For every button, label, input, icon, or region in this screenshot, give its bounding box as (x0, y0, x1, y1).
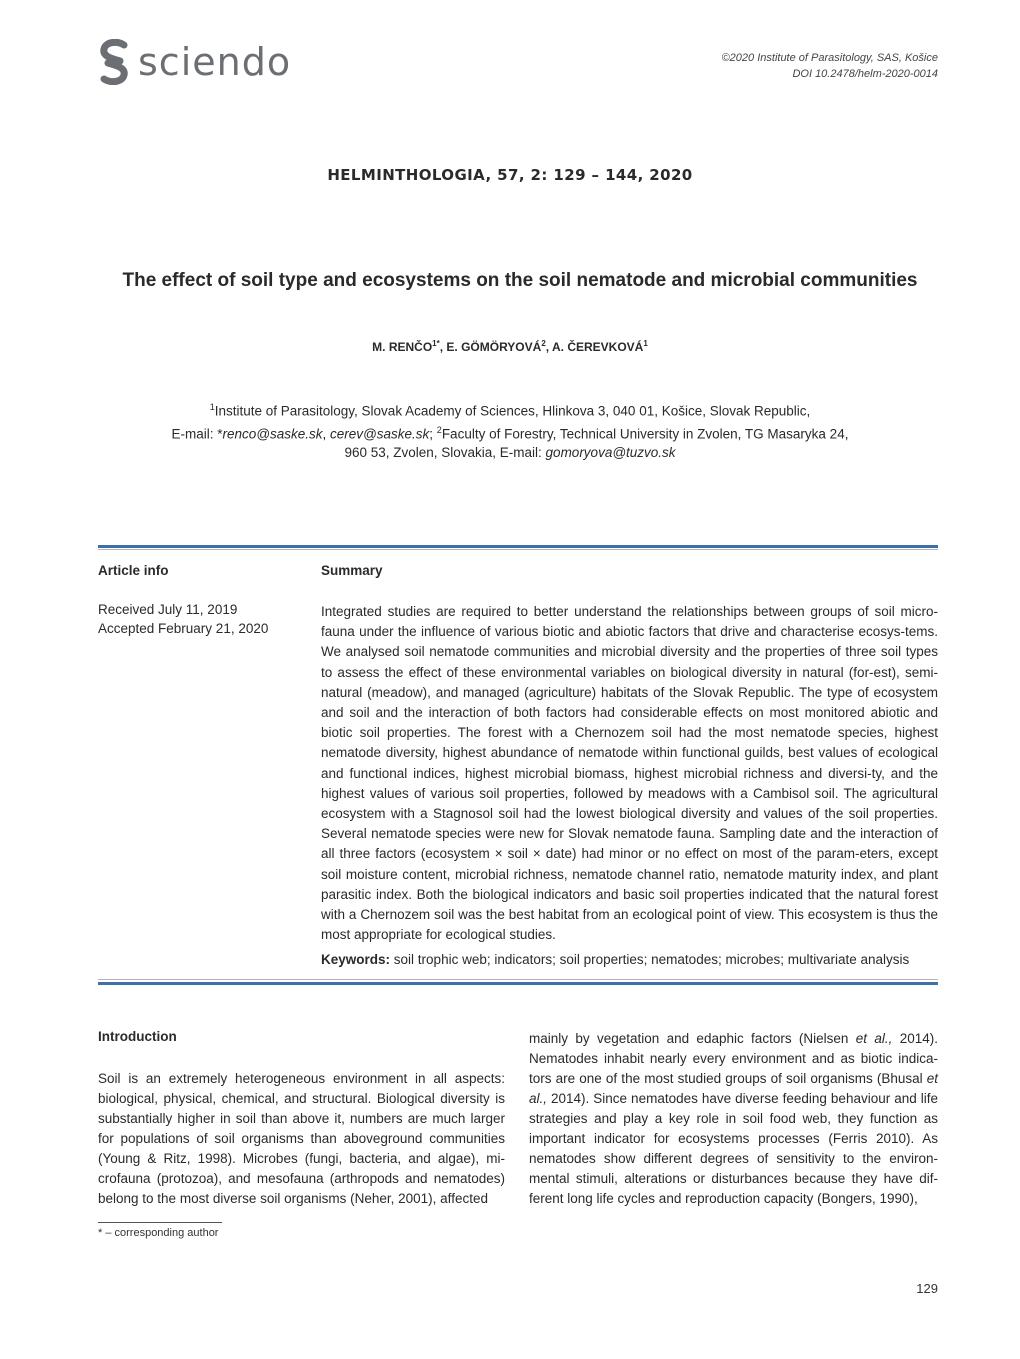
affiliation-marker: 2 (436, 424, 442, 435)
footnote: * – corresponding author (98, 1227, 219, 1239)
footnote-divider (98, 1222, 222, 1223)
author-list: M. $RENČO^{1*}$, E. GÖMÖRYOVÁ$^2$, A. ČEREVKOVÁ$^1$ (372, 339, 648, 354)
author-name: M. RENČO (372, 340, 433, 354)
affiliations (100, 398, 920, 462)
keywords-list: soil trophic web; indicators; soil properties; nematodes; microbes; multivariate analysis (393, 952, 910, 967)
email-label: E-mail: * (171, 426, 223, 441)
keywords-label: Keywords: (321, 952, 391, 967)
author-superscript: 1* (432, 339, 440, 348)
email-link[interactable]: gomoryova@tuzvo.sk (545, 445, 676, 460)
affiliation-2-cont: 960 53, Zvolen, Slovakia, E-mail: (344, 445, 546, 460)
affiliation-1: Institute of Parasitology, Slovak Academy of Sciences, Hlinkova 3, 040 01, Košice, Slovak Republic, (214, 403, 811, 419)
sciendo-mark-icon (98, 39, 130, 85)
section-heading-introduction: Introduction (98, 1029, 177, 1044)
author-name: E. GÖMÖRYOVÁ (446, 340, 542, 354)
divider-top-blue (98, 545, 938, 548)
intro-left-column: Soil is an extremely heterogeneous environment in all aspects: biological, physical, chemical, and structural. Biological diversity is substantially higher in soil than above it, numbers are much larger for populations of soil organisms than aboveground communities (Young & Ritz, 1998). Microbes (fungi, bacteria, and algae), mi-crofauna (protozoa), and mesofauna (arthropods and nematodes) belong to the most diverse soil organisms (Neher, 2001), affected (98, 1071, 505, 1206)
summary-label: Summary (321, 563, 383, 578)
intro-text: mainly by vegetation and edaphic factors (Nielsen (529, 1031, 856, 1046)
journal-citation: HELMINTHOLOGIA, 57, 2: 129 – 144, 2020 (327, 166, 693, 184)
page-number: 129 (916, 1281, 938, 1296)
citation-etal: et al., (529, 1071, 938, 1106)
logo-wordmark: sciendo (138, 40, 292, 84)
affiliation-2: Faculty of Forestry, Technical University in Zvolen, TG Masaryka 24, (441, 426, 849, 441)
author-name: A. ČEREVKOVÁ (552, 340, 644, 354)
email-link[interactable]: renco@saske.sk (222, 426, 323, 441)
email-separator: , (322, 426, 331, 441)
author-superscript: 2 (541, 339, 546, 348)
author-superscript: 1 (643, 339, 648, 348)
affiliation-marker: 1 (209, 402, 215, 412)
intro-text: 2014). Nematodes inhabit nearly every environment and as biotic indica-tors are one of the most studied groups of soil organisms (Bhusal (529, 1031, 938, 1086)
email-separator: ; (429, 426, 437, 441)
divider-top-grey (98, 549, 938, 550)
article-dates (98, 600, 268, 638)
copyright-text: ©2020 Institute of Parasitology, SAS, Košice (721, 52, 938, 64)
citation-etal: et al., (855, 1031, 893, 1046)
divider-bottom-blue (98, 982, 938, 985)
divider-bottom-grey (98, 979, 938, 980)
intro-right-column (529, 1029, 938, 1209)
sciendo-logo (98, 38, 291, 86)
received-date: Received July 11, 2019 (98, 602, 238, 617)
article-title: The effect of soil type and ecosystems on the soil nematode and microbial communities (122, 270, 918, 291)
doi-text: DOI 10.2478/helm-2020-0014 (792, 68, 938, 80)
accepted-date: Accepted February 21, 2020 (98, 621, 269, 636)
copyright-block (722, 50, 938, 82)
article-info-label: Article info (98, 563, 169, 578)
keywords (321, 952, 961, 967)
summary-text: Integrated studies are required to better understand the relationships between groups of soil micro-fauna under the influence of various biotic and abiotic factors that drive and characterise ecosys-tems. We analysed soil nematode communities and microbial diversity and the properties of three soil types to assess the effect of these environmental variables on biological diversity in natural (for-est), semi-natural (meadow), and managed (agriculture) habitats of the Slovak Republic. The type of ecosystem and soil and the interaction of both factors had considerable effects on most monitored abiotic and biotic soil properties. The forest with a Chernozem soil had the most nematode species, highest nematode diversity, highest abundance of nematode within functional guilds, best values of ecological and functional indices, highest microbial biomass, highest microbial richness and diversi-ty, and the highest values of various soil properties, followed by meadows with a Cambisol soil. The agricultural ecosystem with a Stagnosol soil had the lowest biological diversity and values of the soil properties. Several nematode species were new for Slovak nematode fauna. Sampling date and the interaction of all three factors (ecosystem × soil × date) had minor or no effect on most of the param-eters, except soil moisture content, microbial richness, nematode channel ratio, nematode maturity index, and plant parasitic index. Both the biological indicators and basic soil properties indicated that the natural forest with a Chernozem soil was the best habitat from an ecological point of view. This ecosystem is thus the most appropriate for ecological studies. (321, 604, 938, 943)
intro-text: 2014). Since nematodes have diverse feeding behaviour and life strategies and play a key role in soil food web, they function as important indicator for ecosystems processes (Ferris 2010). As nematodes show different degrees of sensitivity to the environ-mental stimuli, alterations or disturbances because they have dif-ferent long life cycles and reproduction capacity (Bongers, 1990), (529, 1091, 938, 1206)
email-link[interactable]: cerev@saske.sk (330, 426, 430, 441)
